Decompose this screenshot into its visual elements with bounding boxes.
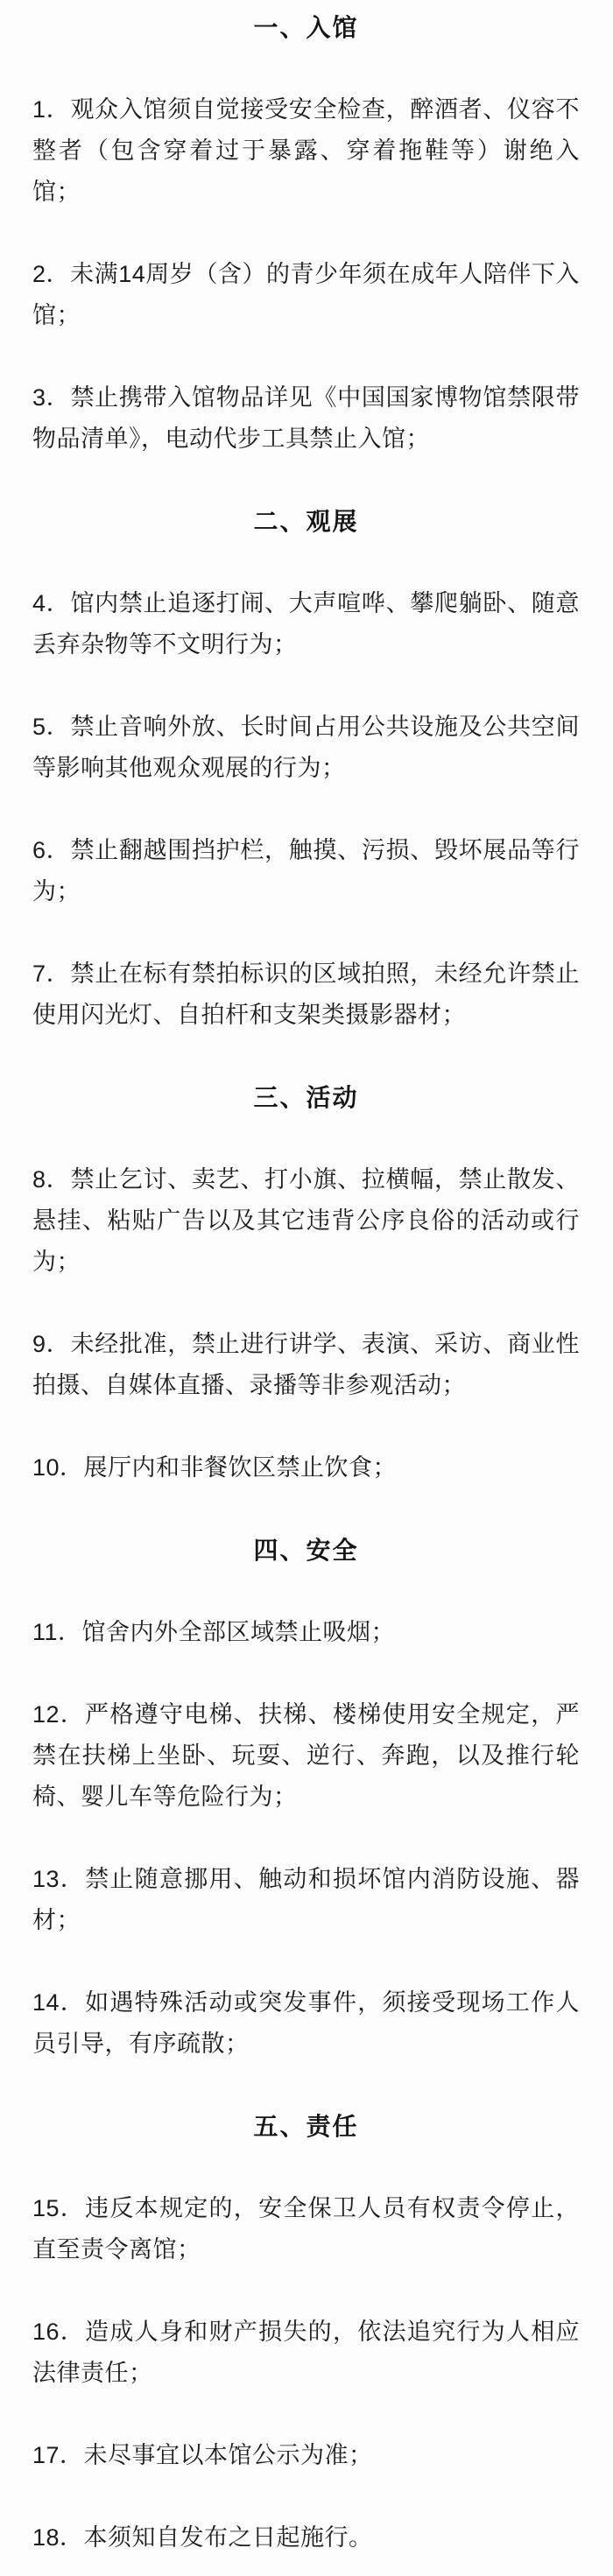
rule-item-17 (32, 2435, 580, 2476)
rule-item-14 (32, 1982, 580, 2065)
section-safety (32, 1530, 580, 2065)
rule-number-16: 16． (32, 2319, 86, 2345)
rule-number-14: 14． (32, 1989, 86, 2016)
rule-text-4: 馆内禁止追逐打闹、大声喧哗、攀爬躺卧、随意丢弃杂物等不文明行为； (32, 590, 580, 658)
section-title-liability: 五、责任 (253, 2113, 359, 2140)
section-activities (32, 1077, 580, 1489)
rule-item-10 (32, 1447, 580, 1489)
rule-text-7: 禁止在标有禁拍标识的区域拍照，未经允许禁止使用闪光灯、自拍杆和支架类摄影器材； (32, 961, 580, 1028)
section-liability (32, 2106, 580, 2558)
rule-number-17: 17． (32, 2442, 84, 2468)
rule-number-15: 15． (32, 2195, 86, 2221)
rule-item-13 (32, 1859, 580, 1941)
section-title-safety: 四、安全 (253, 1537, 359, 1564)
rule-text-2: 未满14周岁（含）的青少年须在成年人陪伴下入馆； (32, 261, 580, 328)
rule-number-3: 3． (32, 384, 71, 411)
rule-number-7: 7． (32, 961, 71, 987)
rule-number-12: 12． (32, 1701, 86, 1728)
rule-text-13: 禁止随意挪用、触动和损坏馆内消防设施、器材； (32, 1866, 580, 1933)
section-title-activities: 三、活动 (253, 1084, 359, 1111)
rule-item-6 (32, 830, 580, 912)
section-title-viewing: 二、观展 (253, 508, 359, 535)
rule-item-16 (32, 2312, 580, 2394)
rule-text-1: 观众入馆须自觉接受安全检查，醉酒者、仪容不整者（包含穿着过于暴露、穿着拖鞋等）谢绝入馆； (32, 96, 580, 205)
rule-item-7 (32, 954, 580, 1036)
rule-number-9: 9． (32, 1331, 71, 1357)
rule-text-6: 禁止翻越围挡护栏，触摸、污损、毁坏展品等行为； (32, 837, 580, 904)
rule-item-15 (32, 2188, 580, 2270)
rule-text-12: 严格遵守电梯、扶梯、楼梯使用安全规定，严禁在扶梯上坐卧、玩耍、逆行、奔跑，以及推行轮椅、婴儿车等危险行为； (32, 1701, 580, 1810)
section-title-entry: 一、入馆 (253, 14, 359, 41)
rule-text-8: 禁止乞讨、卖艺、打小旗、拉横幅，禁止散发、悬挂、粘贴广告以及其它违背公序良俗的活动或行为； (32, 1166, 580, 1275)
rule-text-9: 未经批准，禁止进行讲学、表演、采访、商业性拍摄、自媒体直播、录播等非参观活动； (32, 1331, 580, 1398)
rule-number-13: 13． (32, 1866, 86, 1892)
section-viewing (32, 501, 580, 1036)
rule-item-8 (32, 1159, 580, 1283)
rule-text-15: 违反本规定的，安全保卫人员有权责令停止，直至责令离馆； (32, 2195, 580, 2263)
rule-text-17: 未尽事宜以本馆公示为准； (83, 2442, 373, 2468)
rule-text-14: 如遇特殊活动或突发事件，须接受现场工作人员引导，有序疏散； (32, 1989, 580, 2057)
rule-item-9 (32, 1324, 580, 1406)
rule-text-16: 造成人身和财产损失的，依法追究行为人相应法律责任； (32, 2319, 580, 2386)
rule-item-2 (32, 254, 580, 336)
rule-item-11 (32, 1612, 580, 1653)
rule-text-5: 禁止音响外放、长时间占用公共设施及公共空间等影响其他观众观展的行为； (32, 714, 580, 781)
rule-number-11: 11． (32, 1619, 82, 1645)
rule-number-4: 4． (32, 590, 71, 616)
rule-item-3 (32, 377, 580, 460)
section-entry (32, 7, 580, 460)
rule-number-2: 2． (32, 261, 71, 287)
rule-text-11: 馆舍内外全部区域禁止吸烟； (81, 1619, 396, 1645)
rule-number-6: 6． (32, 837, 71, 863)
rule-number-1: 1． (32, 96, 71, 123)
rule-text-10: 展厅内和非餐饮区禁止饮食； (83, 1454, 398, 1481)
rule-number-8: 8． (32, 1166, 71, 1193)
rule-number-10: 10． (32, 1454, 84, 1481)
rule-item-4 (32, 583, 580, 665)
rule-item-1 (32, 89, 580, 213)
rule-number-18: 18． (32, 2524, 84, 2551)
rule-item-5 (32, 707, 580, 789)
rule-item-18 (32, 2517, 580, 2558)
rule-item-12 (32, 1694, 580, 1818)
rule-number-5: 5． (32, 714, 71, 740)
rule-text-3: 禁止携带入馆物品详见《中国国家博物馆禁限带物品清单》，电动代步工具禁止入馆； (32, 384, 580, 452)
rule-text-18: 本须知自发布之日起施行。 (83, 2524, 373, 2551)
